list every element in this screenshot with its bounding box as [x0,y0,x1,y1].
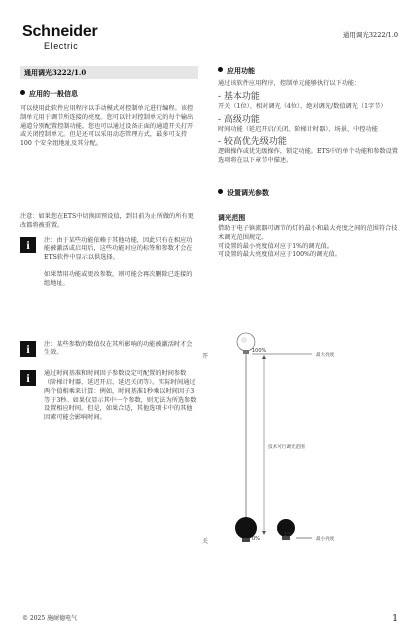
note-dependency-text-2: 如果禁用功能或更改参数，则可能会再次删除已连接的组地址。 [44,270,193,287]
info-icon: i [20,370,36,386]
section-app-functions-title: 应用功能 [227,66,255,75]
section-general-info [20,89,198,99]
section-dimming-params-title: 设置调光参数 [227,187,269,197]
label-off: 关 [202,538,209,545]
label-0: 0% [252,536,260,542]
note-dependency-text: 注：由于某些功能依赖于其他功能，因此只有在相应功能被激活或启用后，这些功能对应的标签和参数才会在ETS软件中显示以供选择。 [44,236,193,262]
note-dependency [20,237,198,289]
section-app-functions [218,66,398,76]
priority-functions-text: 逻辑操作或优先级操作，锁定功能。ETS中的单个功能和参数设置选项将在以下章节中描述。 [218,148,398,165]
info-icon: i [20,237,36,253]
section-general-info-title: 应用的一般信息 [29,89,78,98]
general-info-body: 可以使用此软件应用程序以手动模式对控制单元进行编程。该控制单元用于调节所连接的亮度。您可以针对控制单元的每个输出通道分别配置控制功能。您也可以通过设备正面的通道开关打开或关闭控制单元。但是还可以采用动态管理方式，最多可支持 100 个安全组地址及其分配。 [20,105,194,148]
dimming-range-body: 借助于电子镇流器可调节的灯的最小和最大亮度之间的范围符合技术调光范围规定。 [218,224,398,241]
right-column [218,66,398,260]
dimming-range-min: 可设置的最小亮度值对应于1%的调光值。 [218,242,334,250]
dimming-range-diagram [200,328,380,548]
info-icon: i [20,341,36,357]
schneider-logo [22,24,98,51]
basic-functions-text: 开关（1位）、相对调光（4位）、绝对调光/数值调光（1字节） [218,102,387,110]
left-column [20,66,198,423]
label-1: 1% [284,532,292,538]
footer-copyright: © 2025 施耐德电气 [22,615,78,622]
label-100: 100% [252,348,267,354]
reset-note: 注意：如果您在ETS中切换回预设值，到目前为止所做的所有更改都将被重置。 [20,212,194,229]
label-max: 最大亮度 [316,353,335,358]
page-title: 通用调光3222/1.0 [20,66,198,79]
note-parameters-text: 注：某些参数的数值仅在其所影响的功能被激活时才会生效。 [44,340,193,357]
bullet-icon [218,189,223,194]
advanced-functions-heading: - 高级功能 [218,114,260,125]
priority-functions-heading: - 较高优先级功能 [218,137,287,148]
page-number: 1 [392,614,398,624]
label-range: 技术可行调光范围 [268,445,305,450]
bullet-icon [218,67,223,72]
label-min: 最小亮度 [316,537,335,542]
functions-intro: 通过该软件应用程序，控制单元能够执行以下功能： [218,80,361,87]
bullet-icon [20,90,25,95]
dimming-range-max: 可设置的最大亮度值对应于100%的调光值。 [218,251,341,259]
label-on: 开 [202,353,209,360]
advanced-functions-text: 时间功能（延迟开启/关闭、阶梯计时器）、场景、中控功能 [218,125,378,133]
note-time [20,370,198,423]
note-parameters [20,341,198,359]
note-time-text: 通过时间基准和时间因子参数设定可配置的时间参数（阶梯计时器、延迟开启、延迟关闭等）。实际时间通过两个值相乘来计算：例如，时间基准1秒乘以时间因子3等于3秒。如果仅显示其中一个参数，则无法为所选参数设置相应时间。但是，如果合适，其他选项卡中的其他因素可能会影响时间。 [44,370,197,422]
logo-brand: Schneider [22,23,98,40]
dimming-range-title: 调光范围 [218,213,246,222]
section-dimming-params [218,188,398,198]
header-doc-title: 通用调光3222/1.0 [342,31,398,39]
basic-functions-heading: - 基本功能 [218,91,260,102]
logo-sub: Electric [44,41,79,51]
